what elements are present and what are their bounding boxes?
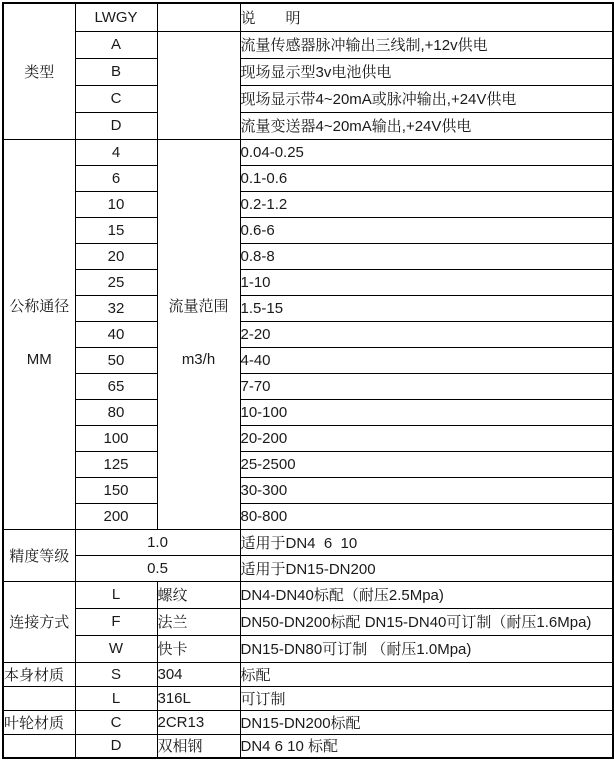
diameter-size: 6 — [75, 165, 157, 191]
table-row — [3, 85, 613, 112]
flow-range-value: 0.6-6 — [240, 217, 613, 243]
flow-meter-spec-table — [2, 2, 614, 759]
table-row — [3, 608, 613, 635]
table-row — [3, 662, 613, 686]
connection-desc: DN4-DN40标配（耐压2.5Mpa) — [240, 581, 613, 608]
impeller-material-desc: DN4 6 10 标配 — [240, 734, 613, 758]
table-row — [3, 451, 613, 477]
type-code: C — [75, 85, 157, 112]
body-material-code: L — [75, 686, 157, 710]
flow-range-label-line2: m3/h — [181, 351, 216, 368]
flow-range-value: 7-70 — [240, 373, 613, 399]
empty-cell — [3, 734, 75, 758]
table-row — [3, 31, 613, 58]
diameter-size: 125 — [75, 451, 157, 477]
connection-name: 螺纹 — [157, 581, 240, 608]
flow-range-label — [157, 139, 240, 529]
table-row — [3, 710, 613, 734]
table-row — [3, 734, 613, 758]
impeller-material-name: 双相钢 — [157, 734, 240, 758]
flow-range-value: 30-300 — [240, 477, 613, 503]
impeller-material-code: D — [75, 734, 157, 758]
diameter-size: 100 — [75, 425, 157, 451]
impeller-material-name: 2CR13 — [157, 710, 240, 734]
table-row — [3, 529, 613, 555]
body-material-code: S — [75, 662, 157, 686]
table-row — [3, 3, 613, 31]
table-row — [3, 425, 613, 451]
type-desc: 流量传感器脉冲输出三线制,+12v供电 — [240, 31, 613, 58]
body-material-desc: 可订制 — [240, 686, 613, 710]
accuracy-desc: 适用于DN15-DN200 — [240, 555, 613, 581]
table-row — [3, 321, 613, 347]
impeller-material-desc: DN15-DN200标配 — [240, 710, 613, 734]
diameter-size: 40 — [75, 321, 157, 347]
type-desc: 流量变送器4~20mA输出,+24V供电 — [240, 112, 613, 139]
type-code: A — [75, 31, 157, 58]
body-material-name: 304 — [157, 662, 240, 686]
table-row — [3, 295, 613, 321]
flow-range-value: 10-100 — [240, 399, 613, 425]
table-row — [3, 399, 613, 425]
diameter-size: 20 — [75, 243, 157, 269]
table-row — [3, 503, 613, 529]
diameter-section-label — [3, 139, 75, 529]
table-row — [3, 165, 613, 191]
connection-desc: DN15-DN80可订制 （耐压1.0Mpa) — [240, 635, 613, 662]
flow-range-value: 1-10 — [240, 269, 613, 295]
table-row — [3, 581, 613, 608]
table-row — [3, 58, 613, 85]
table-row — [3, 555, 613, 581]
diameter-size: 80 — [75, 399, 157, 425]
table-row — [3, 347, 613, 373]
flow-range-value: 0.04-0.25 — [240, 139, 613, 165]
table-row — [3, 191, 613, 217]
flow-range-value: 4-40 — [240, 347, 613, 373]
description-header: 说 明 — [240, 3, 613, 31]
accuracy-desc: 适用于DN4 6 10 — [240, 529, 613, 555]
empty-cell — [157, 3, 240, 31]
impeller-material-section-label: 叶轮材质 — [3, 710, 75, 734]
diameter-size: 15 — [75, 217, 157, 243]
type-code: B — [75, 58, 157, 85]
flow-range-value: 25-2500 — [240, 451, 613, 477]
diameter-label-line1: 公称通径 — [9, 298, 70, 316]
diameter-size: 150 — [75, 477, 157, 503]
diameter-size: 50 — [75, 347, 157, 373]
body-material-name: 316L — [157, 686, 240, 710]
table-row — [3, 635, 613, 662]
flow-range-value: 1.5-15 — [240, 295, 613, 321]
table-row — [3, 217, 613, 243]
table-row — [3, 243, 613, 269]
connection-desc: DN50-DN200标配 DN15-DN40可订制（耐压1.6Mpa) — [240, 608, 613, 635]
diameter-size: 200 — [75, 503, 157, 529]
accuracy-grade: 1.0 — [75, 529, 240, 555]
flow-range-value: 20-200 — [240, 425, 613, 451]
type-code: D — [75, 112, 157, 139]
connection-name: 快卡 — [157, 635, 240, 662]
flow-range-value: 0.2-1.2 — [240, 191, 613, 217]
model-code: LWGY — [75, 3, 157, 31]
impeller-material-code: C — [75, 710, 157, 734]
diameter-size: 4 — [75, 139, 157, 165]
flow-range-value: 0.1-0.6 — [240, 165, 613, 191]
table-row — [3, 269, 613, 295]
body-material-desc: 标配 — [240, 662, 613, 686]
connection-code: F — [75, 608, 157, 635]
flow-range-label-line1: 流量范围 — [168, 298, 229, 316]
table-row — [3, 686, 613, 710]
diameter-size: 65 — [75, 373, 157, 399]
flow-range-value: 80-800 — [240, 503, 613, 529]
table-row — [3, 477, 613, 503]
flow-range-value: 2-20 — [240, 321, 613, 347]
empty-cell — [157, 31, 240, 139]
connection-section-label: 连接方式 — [3, 581, 75, 662]
diameter-size: 25 — [75, 269, 157, 295]
body-material-section-label: 本身材质 — [3, 662, 75, 686]
accuracy-section-label: 精度等级 — [3, 529, 75, 581]
diameter-label-line2: MM — [26, 351, 52, 368]
accuracy-grade: 0.5 — [75, 555, 240, 581]
type-desc: 现场显示型3v电池供电 — [240, 58, 613, 85]
flow-range-value: 0.8-8 — [240, 243, 613, 269]
connection-code: L — [75, 581, 157, 608]
table-row — [3, 112, 613, 139]
diameter-size: 10 — [75, 191, 157, 217]
table-row — [3, 139, 613, 165]
type-desc: 现场显示带4~20mA或脉冲输出,+24V供电 — [240, 85, 613, 112]
diameter-size: 32 — [75, 295, 157, 321]
type-section-label: 类型 — [3, 3, 75, 139]
connection-code: W — [75, 635, 157, 662]
empty-cell — [3, 686, 75, 710]
table-row — [3, 373, 613, 399]
connection-name: 法兰 — [157, 608, 240, 635]
